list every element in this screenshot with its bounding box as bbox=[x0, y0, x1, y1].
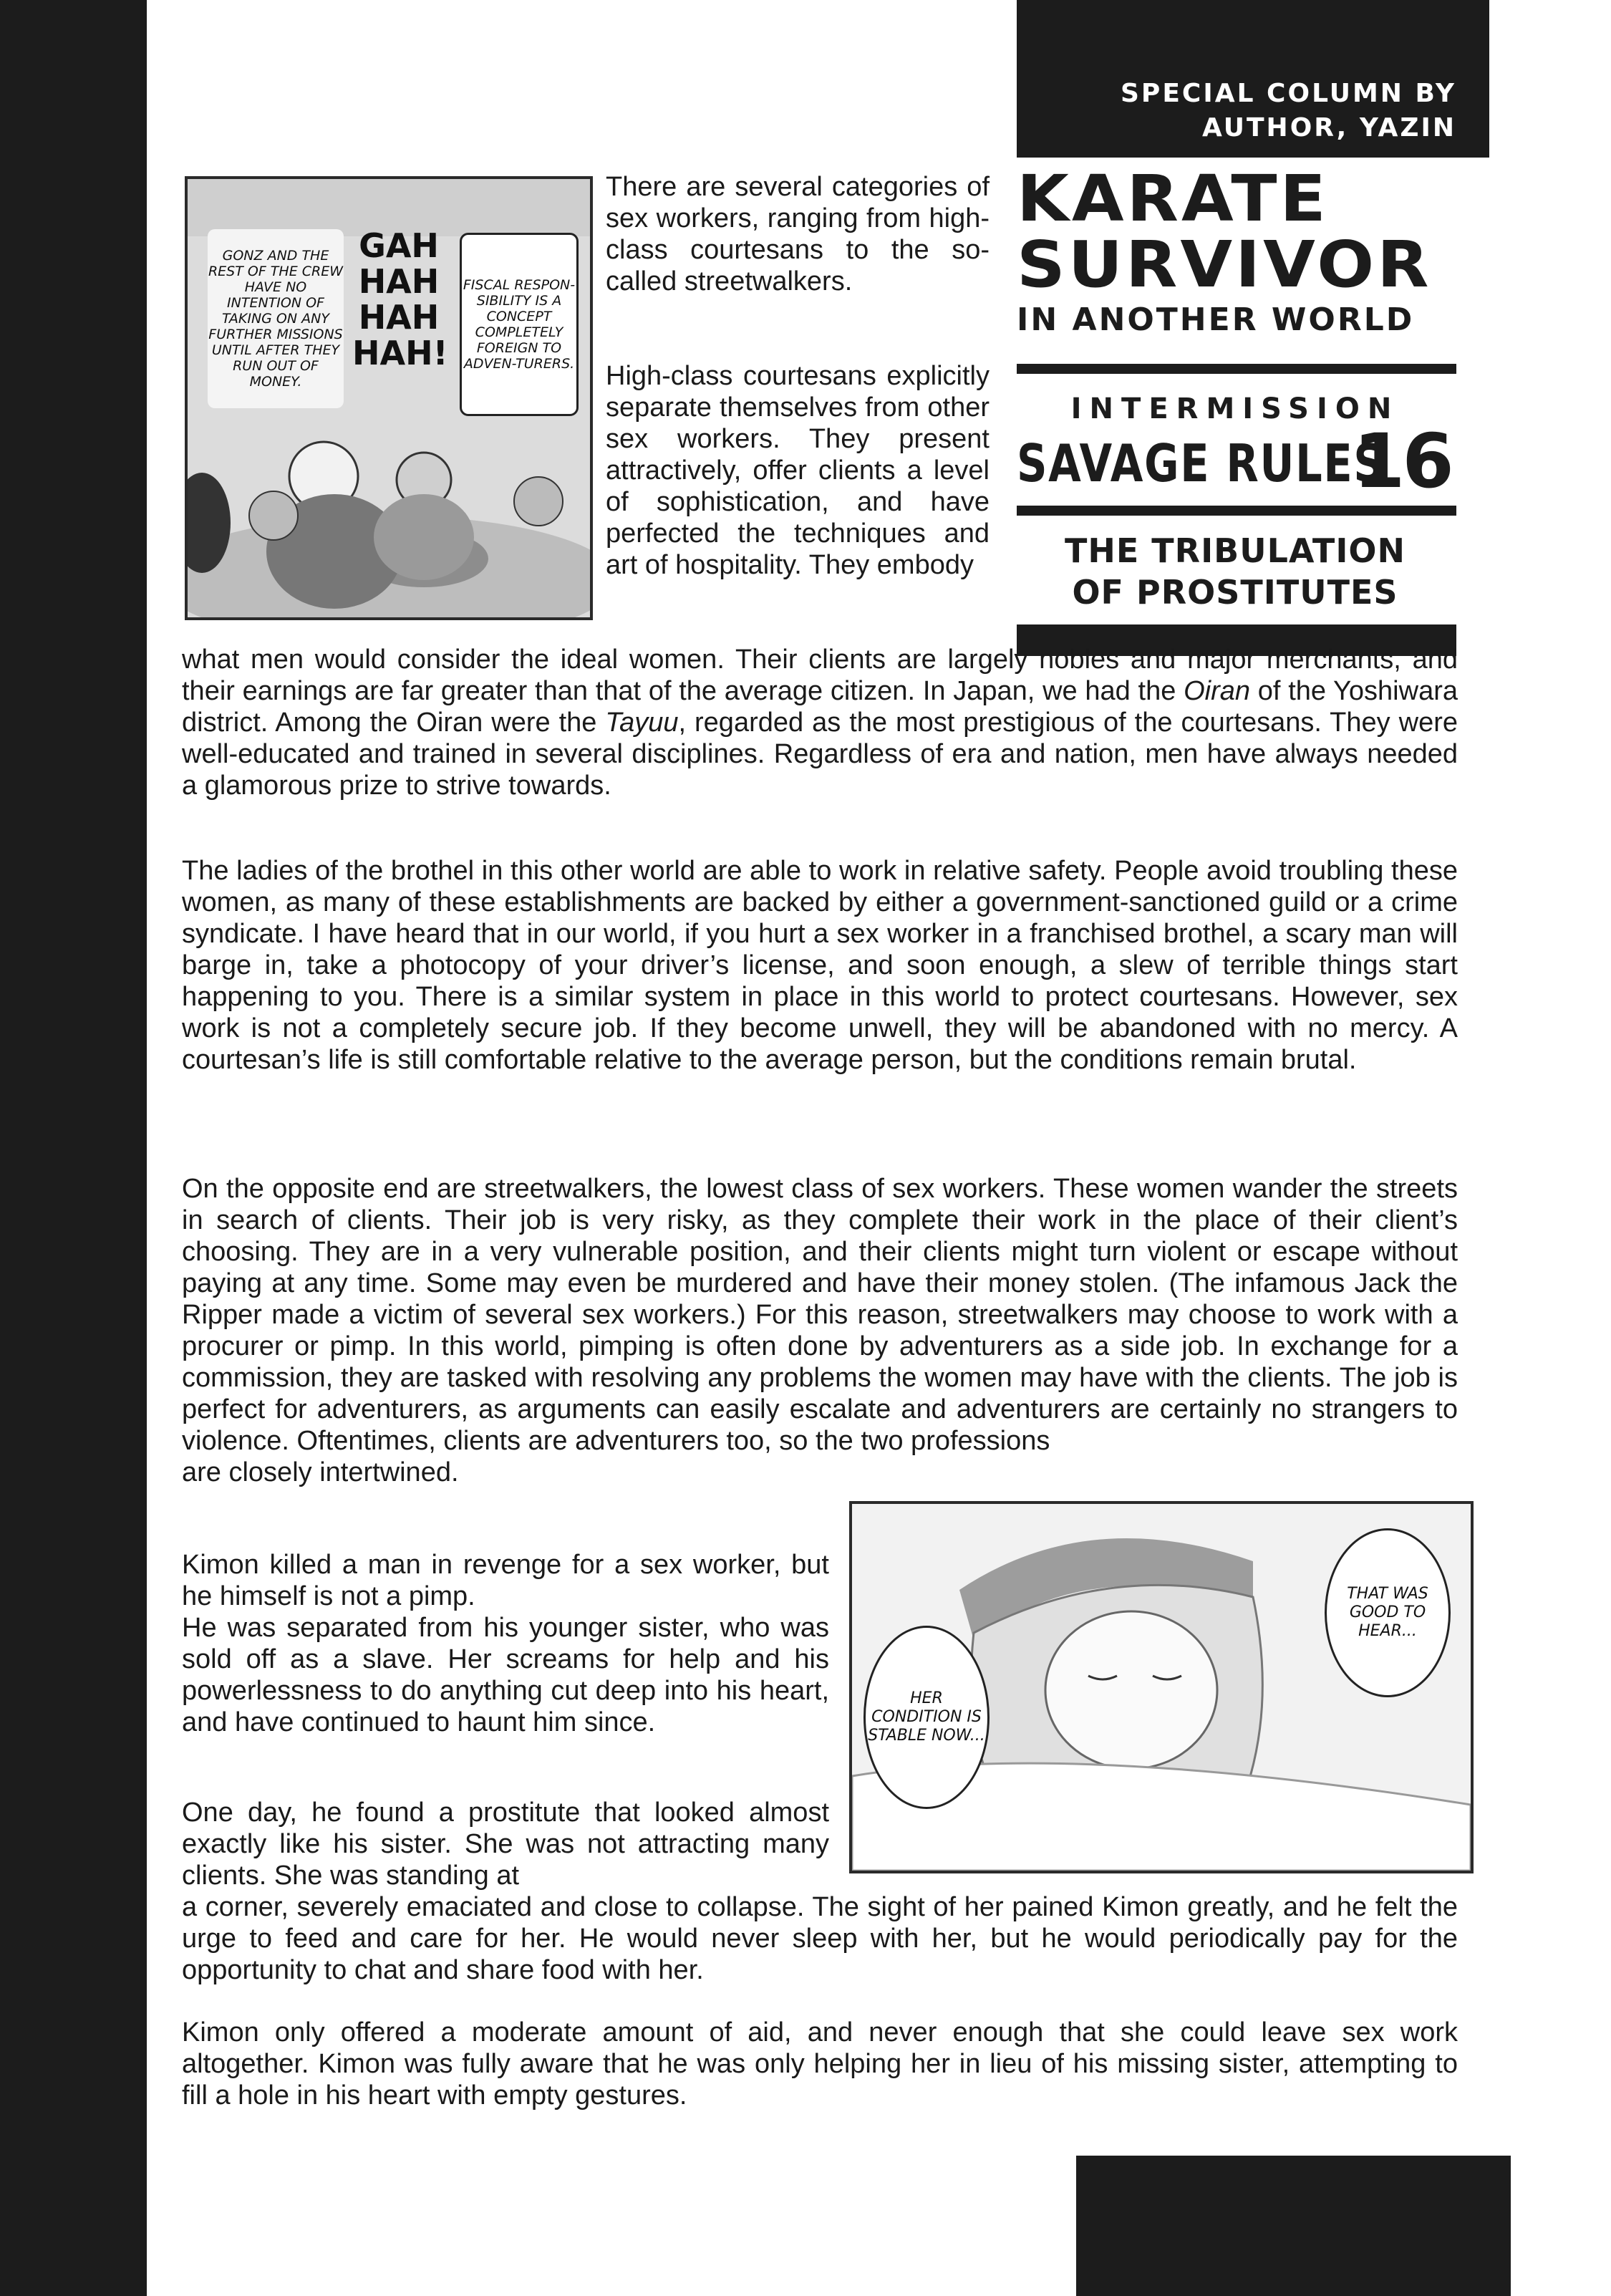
title-line-1: KARATE bbox=[1017, 162, 1329, 236]
article-paragraph-7 bbox=[182, 1797, 829, 1891]
paragraph-3-text: The ladies of the brothel in this other world are able to work in relative safety. People avoid troubling these women, as many of these establishments are backed by either a government-sanctioned guild or a crime syndicate. I have heard that in our world, if you hurt a sex worker in a franchised brothel, a scary man will barge in, take a photocopy of your driver’s license, and soon enough, a slew of terrible things start happening to you. There is a similar system in place in this world to protect courtesans. However, sex work is not a completely secure job. If they become unwell, they will be abandoned with no mercy. A courtesan’s life is still comfortable relative to the average person, but the conditions remain brutal. bbox=[182, 856, 1458, 1075]
left-margin-bar bbox=[0, 0, 147, 2296]
paragraph-2-text-c: of the Yoshiwara district. Among the Oiran were the bbox=[182, 676, 1458, 738]
chapter-number: 16 bbox=[1353, 418, 1451, 505]
paragraph-5-text: Kimon killed a man in revenge for a sex worker, but he himself is not a pimp. bbox=[182, 1550, 829, 1611]
subtitle-line-2: OF PROSTITUTES bbox=[1072, 573, 1398, 612]
paragraph-6-text: He was separated from his younger sister, who was sold off as a slave. Her screams for help and his powerlessness to do anything cut deep into his heart, and have continued to haunt him since. bbox=[182, 1613, 829, 1737]
header-line-2: AUTHOR, YAZIN bbox=[1202, 113, 1456, 143]
paragraph-2-body bbox=[182, 644, 1458, 801]
series-title bbox=[1017, 162, 1461, 338]
title-line-3: IN ANOTHER WORLD bbox=[1017, 302, 1415, 338]
paragraph-2-text-a: High-class courtesans explicitly separate themselves from other sex workers. They present attractively, offer clients a level of sophistication, and have perfected the techniques and art of hospitality. They embody bbox=[606, 361, 990, 580]
speech-bubble-good bbox=[1325, 1528, 1451, 1697]
title-line-2: SURVIVOR bbox=[1017, 228, 1432, 302]
narration-caption bbox=[208, 229, 344, 408]
paragraph-4-end: are closely intertwined. bbox=[182, 1457, 459, 1487]
article-paragraph-3 bbox=[182, 855, 1458, 1076]
article-paragraph-1 bbox=[606, 171, 990, 297]
article-paragraph-7-continued bbox=[182, 1891, 1458, 1986]
subtitle-line-1: THE TRIBULATION bbox=[1064, 531, 1406, 570]
paragraph-1-text: There are several categories of sex workers, ranging from high-class courtesans to the so-called streetwalkers. bbox=[606, 172, 990, 296]
article-paragraph-8 bbox=[182, 2017, 1458, 2111]
good-bubble-text: THAT WAS GOOD TO HEAR... bbox=[1347, 1585, 1428, 1640]
caption-text: GONZ AND THE REST OF THE CREW HAVE NO INTENTION OF TAKING ON ANY FURTHER MISSIONS UNTIL AFTER THEY RUN OUT OF MONEY. bbox=[208, 248, 344, 390]
speech-bubble-fiscal bbox=[460, 233, 579, 416]
article-paragraph-2-wrap bbox=[606, 360, 990, 581]
divider-middle bbox=[1017, 506, 1456, 516]
article-paragraph-2-continued bbox=[182, 644, 1458, 801]
divider-top bbox=[1017, 364, 1456, 374]
savage-rules-heading bbox=[1017, 418, 1475, 505]
fiscal-bubble-text: FISCAL RESPON-SIBILITY IS A CONCEPT COMPLETELY FOREIGN TO ADVEN-TURERS. bbox=[463, 277, 576, 372]
paragraph-4-text: On the opposite end are streetwalkers, the lowest class of sex workers. These women wander the streets in search of clients. Their job is very risky, as they complete their work in the place of their client’s choosing. They are in a very vulnerable position, and their clients might turn violent or escape without paying at any time. Some may even be murdered and have their money stolen. (The infamous Jack the Ripper made a victim of several sex workers.) For this reason, streetwalkers may choose to work with a procurer or pimp. In this world, pimping is often done by adventurers as a side job. In exchange for a commission, they are tasked with resolving any problems the women may have with the clients. The job is perfect for adventurers, as arguments can easily escalate and adventurers are certainly no strangers to violence. Oftentimes, clients are adventurers too, so the two professions bbox=[182, 1174, 1458, 1456]
chapter-subtitle bbox=[1017, 530, 1453, 613]
paragraph-7-text-a: One day, he found a prostitute that looked almost exactly like his sister. She was not attracting many clients. She was standing at bbox=[182, 1798, 829, 1891]
column-header bbox=[1017, 0, 1489, 158]
article-paragraph-4 bbox=[182, 1173, 1458, 1488]
tayuu-term: Tayuu bbox=[605, 708, 679, 738]
header-line-1: SPECIAL COLUMN BY bbox=[1121, 79, 1456, 108]
laugh-sfx: GAH HAH HAH HAH! bbox=[352, 226, 448, 372]
intermission-label: INTERMISSION bbox=[1070, 392, 1400, 425]
speech-bubble-condition bbox=[863, 1626, 990, 1809]
bottom-black-block bbox=[1076, 2156, 1511, 2296]
paragraph-8-text: Kimon only offered a moderate amount of aid, and never enough that she could leave sex work altogether. Kimon was fully aware that he was only helping her in lieu of his missing sister, attempting to fill a hole in his heart with empty gestures. bbox=[182, 2017, 1458, 2111]
paragraph-2-text-d: , regarded as the most prestigious of the courtesans. They were well-educated and trained in several disciplines. Regardless of era and nation, men have always needed a glamorous prize to strive towards. bbox=[182, 708, 1458, 801]
manga-panel-feast bbox=[185, 176, 593, 620]
manga-panel-sleeping bbox=[849, 1501, 1474, 1873]
article-paragraph-5 bbox=[182, 1549, 829, 1738]
paragraph-2-text-b: what men would consider the ideal women. Their clients are largely nobles and major merchants, and their earnings are far greater than that of the average citizen. In Japan, we had the bbox=[182, 645, 1458, 706]
oiran-term: Oiran bbox=[1184, 676, 1251, 706]
condition-bubble-text: HER CONDITION IS STABLE NOW... bbox=[868, 1689, 985, 1745]
savage-rules-label: SAVAGE RULES bbox=[1017, 433, 1385, 493]
paragraph-7-text-b: a corner, severely emaciated and close to collapse. The sight of her pained Kimon greatly, and he felt the urge to feed and care for her. He would never sleep with her, but he would periodically pay for the opportunity to chat and share food with her. bbox=[182, 1892, 1458, 1985]
